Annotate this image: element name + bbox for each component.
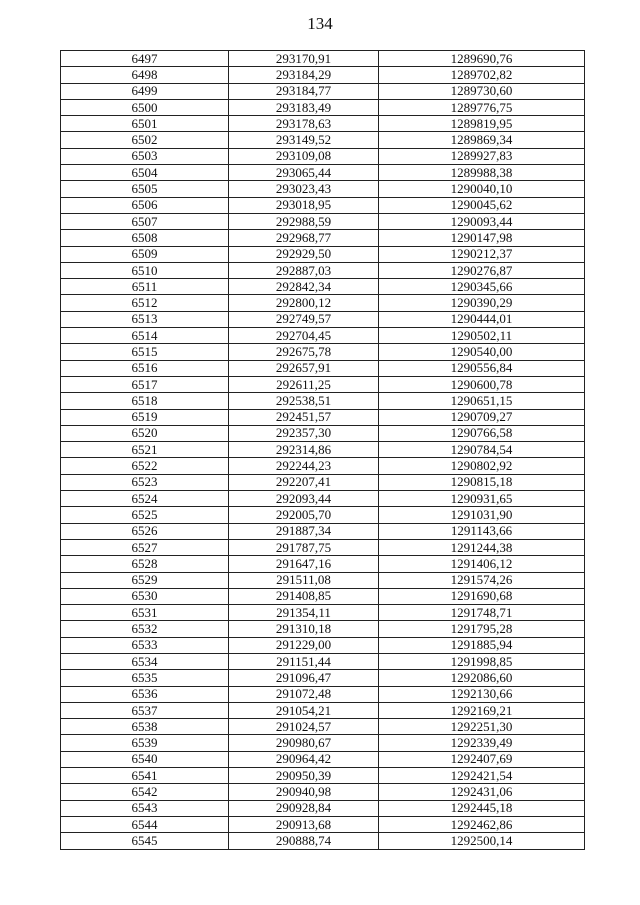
x-coordinate-cell: 291054,21 (229, 702, 379, 718)
y-coordinate-cell: 1290345,66 (379, 279, 585, 295)
x-coordinate-cell: 293023,43 (229, 181, 379, 197)
y-coordinate-cell: 1289730,60 (379, 83, 585, 99)
table-row (61, 99, 585, 115)
x-coordinate-cell: 290980,67 (229, 735, 379, 751)
y-coordinate-cell: 1290709,27 (379, 409, 585, 425)
coordinates-table-body (61, 51, 585, 850)
y-coordinate-cell: 1291885,94 (379, 637, 585, 653)
table-row (61, 670, 585, 686)
point-number-cell: 6539 (61, 735, 229, 751)
x-coordinate-cell: 293184,29 (229, 67, 379, 83)
x-coordinate-cell: 292929,50 (229, 246, 379, 262)
y-coordinate-cell: 1290931,65 (379, 491, 585, 507)
table-row (61, 539, 585, 555)
point-number-cell: 6526 (61, 523, 229, 539)
point-number-cell: 6517 (61, 376, 229, 392)
point-number-cell: 6536 (61, 686, 229, 702)
table-row (61, 132, 585, 148)
y-coordinate-cell: 1290093,44 (379, 213, 585, 229)
point-number-cell: 6505 (61, 181, 229, 197)
x-coordinate-cell: 290964,42 (229, 751, 379, 767)
x-coordinate-cell: 291024,57 (229, 719, 379, 735)
x-coordinate-cell: 292657,91 (229, 360, 379, 376)
x-coordinate-cell: 291310,18 (229, 621, 379, 637)
table-row (61, 230, 585, 246)
y-coordinate-cell: 1289927,83 (379, 148, 585, 164)
x-coordinate-cell: 293065,44 (229, 165, 379, 181)
x-coordinate-cell: 292988,59 (229, 213, 379, 229)
y-coordinate-cell: 1291406,12 (379, 556, 585, 572)
y-coordinate-cell: 1291795,28 (379, 621, 585, 637)
x-coordinate-cell: 290940,98 (229, 784, 379, 800)
y-coordinate-cell: 1290147,98 (379, 230, 585, 246)
point-number-cell: 6523 (61, 474, 229, 490)
y-coordinate-cell: 1290045,62 (379, 197, 585, 213)
table-row (61, 328, 585, 344)
point-number-cell: 6538 (61, 719, 229, 735)
x-coordinate-cell: 292207,41 (229, 474, 379, 490)
x-coordinate-cell: 293184,77 (229, 83, 379, 99)
x-coordinate-cell: 292093,44 (229, 491, 379, 507)
y-coordinate-cell: 1292339,49 (379, 735, 585, 751)
y-coordinate-cell: 1290651,15 (379, 393, 585, 409)
point-number-cell: 6525 (61, 507, 229, 523)
point-number-cell: 6542 (61, 784, 229, 800)
y-coordinate-cell: 1292462,86 (379, 816, 585, 832)
y-coordinate-cell: 1292169,21 (379, 702, 585, 718)
x-coordinate-cell: 292704,45 (229, 328, 379, 344)
y-coordinate-cell: 1289690,76 (379, 51, 585, 67)
y-coordinate-cell: 1290540,00 (379, 344, 585, 360)
x-coordinate-cell: 291072,48 (229, 686, 379, 702)
point-number-cell: 6514 (61, 328, 229, 344)
x-coordinate-cell: 292611,25 (229, 376, 379, 392)
x-coordinate-cell: 293018,95 (229, 197, 379, 213)
table-row (61, 197, 585, 213)
x-coordinate-cell: 293183,49 (229, 99, 379, 115)
point-number-cell: 6510 (61, 262, 229, 278)
y-coordinate-cell: 1291574,26 (379, 572, 585, 588)
y-coordinate-cell: 1290556,84 (379, 360, 585, 376)
table-row (61, 83, 585, 99)
point-number-cell: 6522 (61, 458, 229, 474)
point-number-cell: 6512 (61, 295, 229, 311)
x-coordinate-cell: 291354,11 (229, 605, 379, 621)
y-coordinate-cell: 1292130,66 (379, 686, 585, 702)
x-coordinate-cell: 292451,57 (229, 409, 379, 425)
table-row (61, 474, 585, 490)
x-coordinate-cell: 291787,75 (229, 539, 379, 555)
point-number-cell: 6499 (61, 83, 229, 99)
x-coordinate-cell: 290888,74 (229, 833, 379, 849)
y-coordinate-cell: 1292086,60 (379, 670, 585, 686)
y-coordinate-cell: 1289702,82 (379, 67, 585, 83)
point-number-cell: 6533 (61, 637, 229, 653)
table-row (61, 442, 585, 458)
point-number-cell: 6511 (61, 279, 229, 295)
y-coordinate-cell: 1292500,14 (379, 833, 585, 849)
table-row (61, 51, 585, 67)
table-row (61, 784, 585, 800)
y-coordinate-cell: 1289869,34 (379, 132, 585, 148)
x-coordinate-cell: 291511,08 (229, 572, 379, 588)
table-row (61, 719, 585, 735)
point-number-cell: 6532 (61, 621, 229, 637)
x-coordinate-cell: 292749,57 (229, 311, 379, 327)
point-number-cell: 6520 (61, 425, 229, 441)
y-coordinate-cell: 1292407,69 (379, 751, 585, 767)
point-number-cell: 6541 (61, 768, 229, 784)
y-coordinate-cell: 1290212,37 (379, 246, 585, 262)
x-coordinate-cell: 291887,34 (229, 523, 379, 539)
x-coordinate-cell: 292314,86 (229, 442, 379, 458)
point-number-cell: 6519 (61, 409, 229, 425)
table-row (61, 409, 585, 425)
y-coordinate-cell: 1289988,38 (379, 165, 585, 181)
table-row (61, 67, 585, 83)
table-row (61, 686, 585, 702)
y-coordinate-cell: 1292445,18 (379, 800, 585, 816)
point-number-cell: 6504 (61, 165, 229, 181)
point-number-cell: 6534 (61, 653, 229, 669)
point-number-cell: 6502 (61, 132, 229, 148)
y-coordinate-cell: 1291690,68 (379, 588, 585, 604)
point-number-cell: 6528 (61, 556, 229, 572)
table-row (61, 491, 585, 507)
table-row (61, 376, 585, 392)
table-row (61, 279, 585, 295)
x-coordinate-cell: 291096,47 (229, 670, 379, 686)
table-row (61, 621, 585, 637)
point-number-cell: 6529 (61, 572, 229, 588)
x-coordinate-cell: 291408,85 (229, 588, 379, 604)
point-number-cell: 6521 (61, 442, 229, 458)
x-coordinate-cell: 291647,16 (229, 556, 379, 572)
y-coordinate-cell: 1290040,10 (379, 181, 585, 197)
point-number-cell: 6507 (61, 213, 229, 229)
table-row (61, 165, 585, 181)
point-number-cell: 6530 (61, 588, 229, 604)
x-coordinate-cell: 293149,52 (229, 132, 379, 148)
table-row (61, 181, 585, 197)
y-coordinate-cell: 1290276,87 (379, 262, 585, 278)
table-row (61, 425, 585, 441)
table-row (61, 393, 585, 409)
y-coordinate-cell: 1291998,85 (379, 653, 585, 669)
x-coordinate-cell: 292357,30 (229, 425, 379, 441)
table-row (61, 605, 585, 621)
table-row (61, 458, 585, 474)
x-coordinate-cell: 292244,23 (229, 458, 379, 474)
table-row (61, 556, 585, 572)
table-row (61, 148, 585, 164)
table-row (61, 816, 585, 832)
y-coordinate-cell: 1289776,75 (379, 99, 585, 115)
y-coordinate-cell: 1290390,29 (379, 295, 585, 311)
table-row (61, 588, 585, 604)
table-row (61, 344, 585, 360)
y-coordinate-cell: 1290600,78 (379, 376, 585, 392)
table-row (61, 523, 585, 539)
table-row (61, 311, 585, 327)
point-number-cell: 6501 (61, 116, 229, 132)
y-coordinate-cell: 1290444,01 (379, 311, 585, 327)
table-row (61, 507, 585, 523)
table-row (61, 246, 585, 262)
x-coordinate-cell: 293178,63 (229, 116, 379, 132)
x-coordinate-cell: 290913,68 (229, 816, 379, 832)
table-row (61, 833, 585, 849)
point-number-cell: 6500 (61, 99, 229, 115)
point-number-cell: 6509 (61, 246, 229, 262)
x-coordinate-cell: 292968,77 (229, 230, 379, 246)
table-row (61, 262, 585, 278)
page-number: 134 (307, 14, 333, 33)
x-coordinate-cell: 293109,08 (229, 148, 379, 164)
y-coordinate-cell: 1291031,90 (379, 507, 585, 523)
point-number-cell: 6513 (61, 311, 229, 327)
y-coordinate-cell: 1290502,11 (379, 328, 585, 344)
point-number-cell: 6531 (61, 605, 229, 621)
coordinates-table (60, 50, 585, 850)
point-number-cell: 6527 (61, 539, 229, 555)
table-row (61, 637, 585, 653)
point-number-cell: 6498 (61, 67, 229, 83)
y-coordinate-cell: 1290784,54 (379, 442, 585, 458)
y-coordinate-cell: 1292421,54 (379, 768, 585, 784)
table-row (61, 572, 585, 588)
x-coordinate-cell: 290950,39 (229, 768, 379, 784)
y-coordinate-cell: 1292431,06 (379, 784, 585, 800)
y-coordinate-cell: 1291143,66 (379, 523, 585, 539)
x-coordinate-cell: 291229,00 (229, 637, 379, 653)
point-number-cell: 6540 (61, 751, 229, 767)
point-number-cell: 6515 (61, 344, 229, 360)
table-row (61, 213, 585, 229)
y-coordinate-cell: 1290802,92 (379, 458, 585, 474)
x-coordinate-cell: 292005,70 (229, 507, 379, 523)
point-number-cell: 6524 (61, 491, 229, 507)
y-coordinate-cell: 1290766,58 (379, 425, 585, 441)
table-row (61, 751, 585, 767)
point-number-cell: 6497 (61, 51, 229, 67)
point-number-cell: 6506 (61, 197, 229, 213)
table-row (61, 295, 585, 311)
x-coordinate-cell: 291151,44 (229, 653, 379, 669)
point-number-cell: 6544 (61, 816, 229, 832)
point-number-cell: 6535 (61, 670, 229, 686)
x-coordinate-cell: 292538,51 (229, 393, 379, 409)
table-row (61, 735, 585, 751)
x-coordinate-cell: 293170,91 (229, 51, 379, 67)
point-number-cell: 6543 (61, 800, 229, 816)
x-coordinate-cell: 292800,12 (229, 295, 379, 311)
table-row (61, 702, 585, 718)
point-number-cell: 6508 (61, 230, 229, 246)
y-coordinate-cell: 1290815,18 (379, 474, 585, 490)
point-number-cell: 6545 (61, 833, 229, 849)
x-coordinate-cell: 292887,03 (229, 262, 379, 278)
table-row (61, 768, 585, 784)
y-coordinate-cell: 1289819,95 (379, 116, 585, 132)
y-coordinate-cell: 1291244,38 (379, 539, 585, 555)
x-coordinate-cell: 290928,84 (229, 800, 379, 816)
x-coordinate-cell: 292675,78 (229, 344, 379, 360)
table-row (61, 800, 585, 816)
point-number-cell: 6503 (61, 148, 229, 164)
table-row (61, 360, 585, 376)
point-number-cell: 6518 (61, 393, 229, 409)
point-number-cell: 6537 (61, 702, 229, 718)
table-row (61, 116, 585, 132)
point-number-cell: 6516 (61, 360, 229, 376)
table-row (61, 653, 585, 669)
y-coordinate-cell: 1291748,71 (379, 605, 585, 621)
x-coordinate-cell: 292842,34 (229, 279, 379, 295)
y-coordinate-cell: 1292251,30 (379, 719, 585, 735)
